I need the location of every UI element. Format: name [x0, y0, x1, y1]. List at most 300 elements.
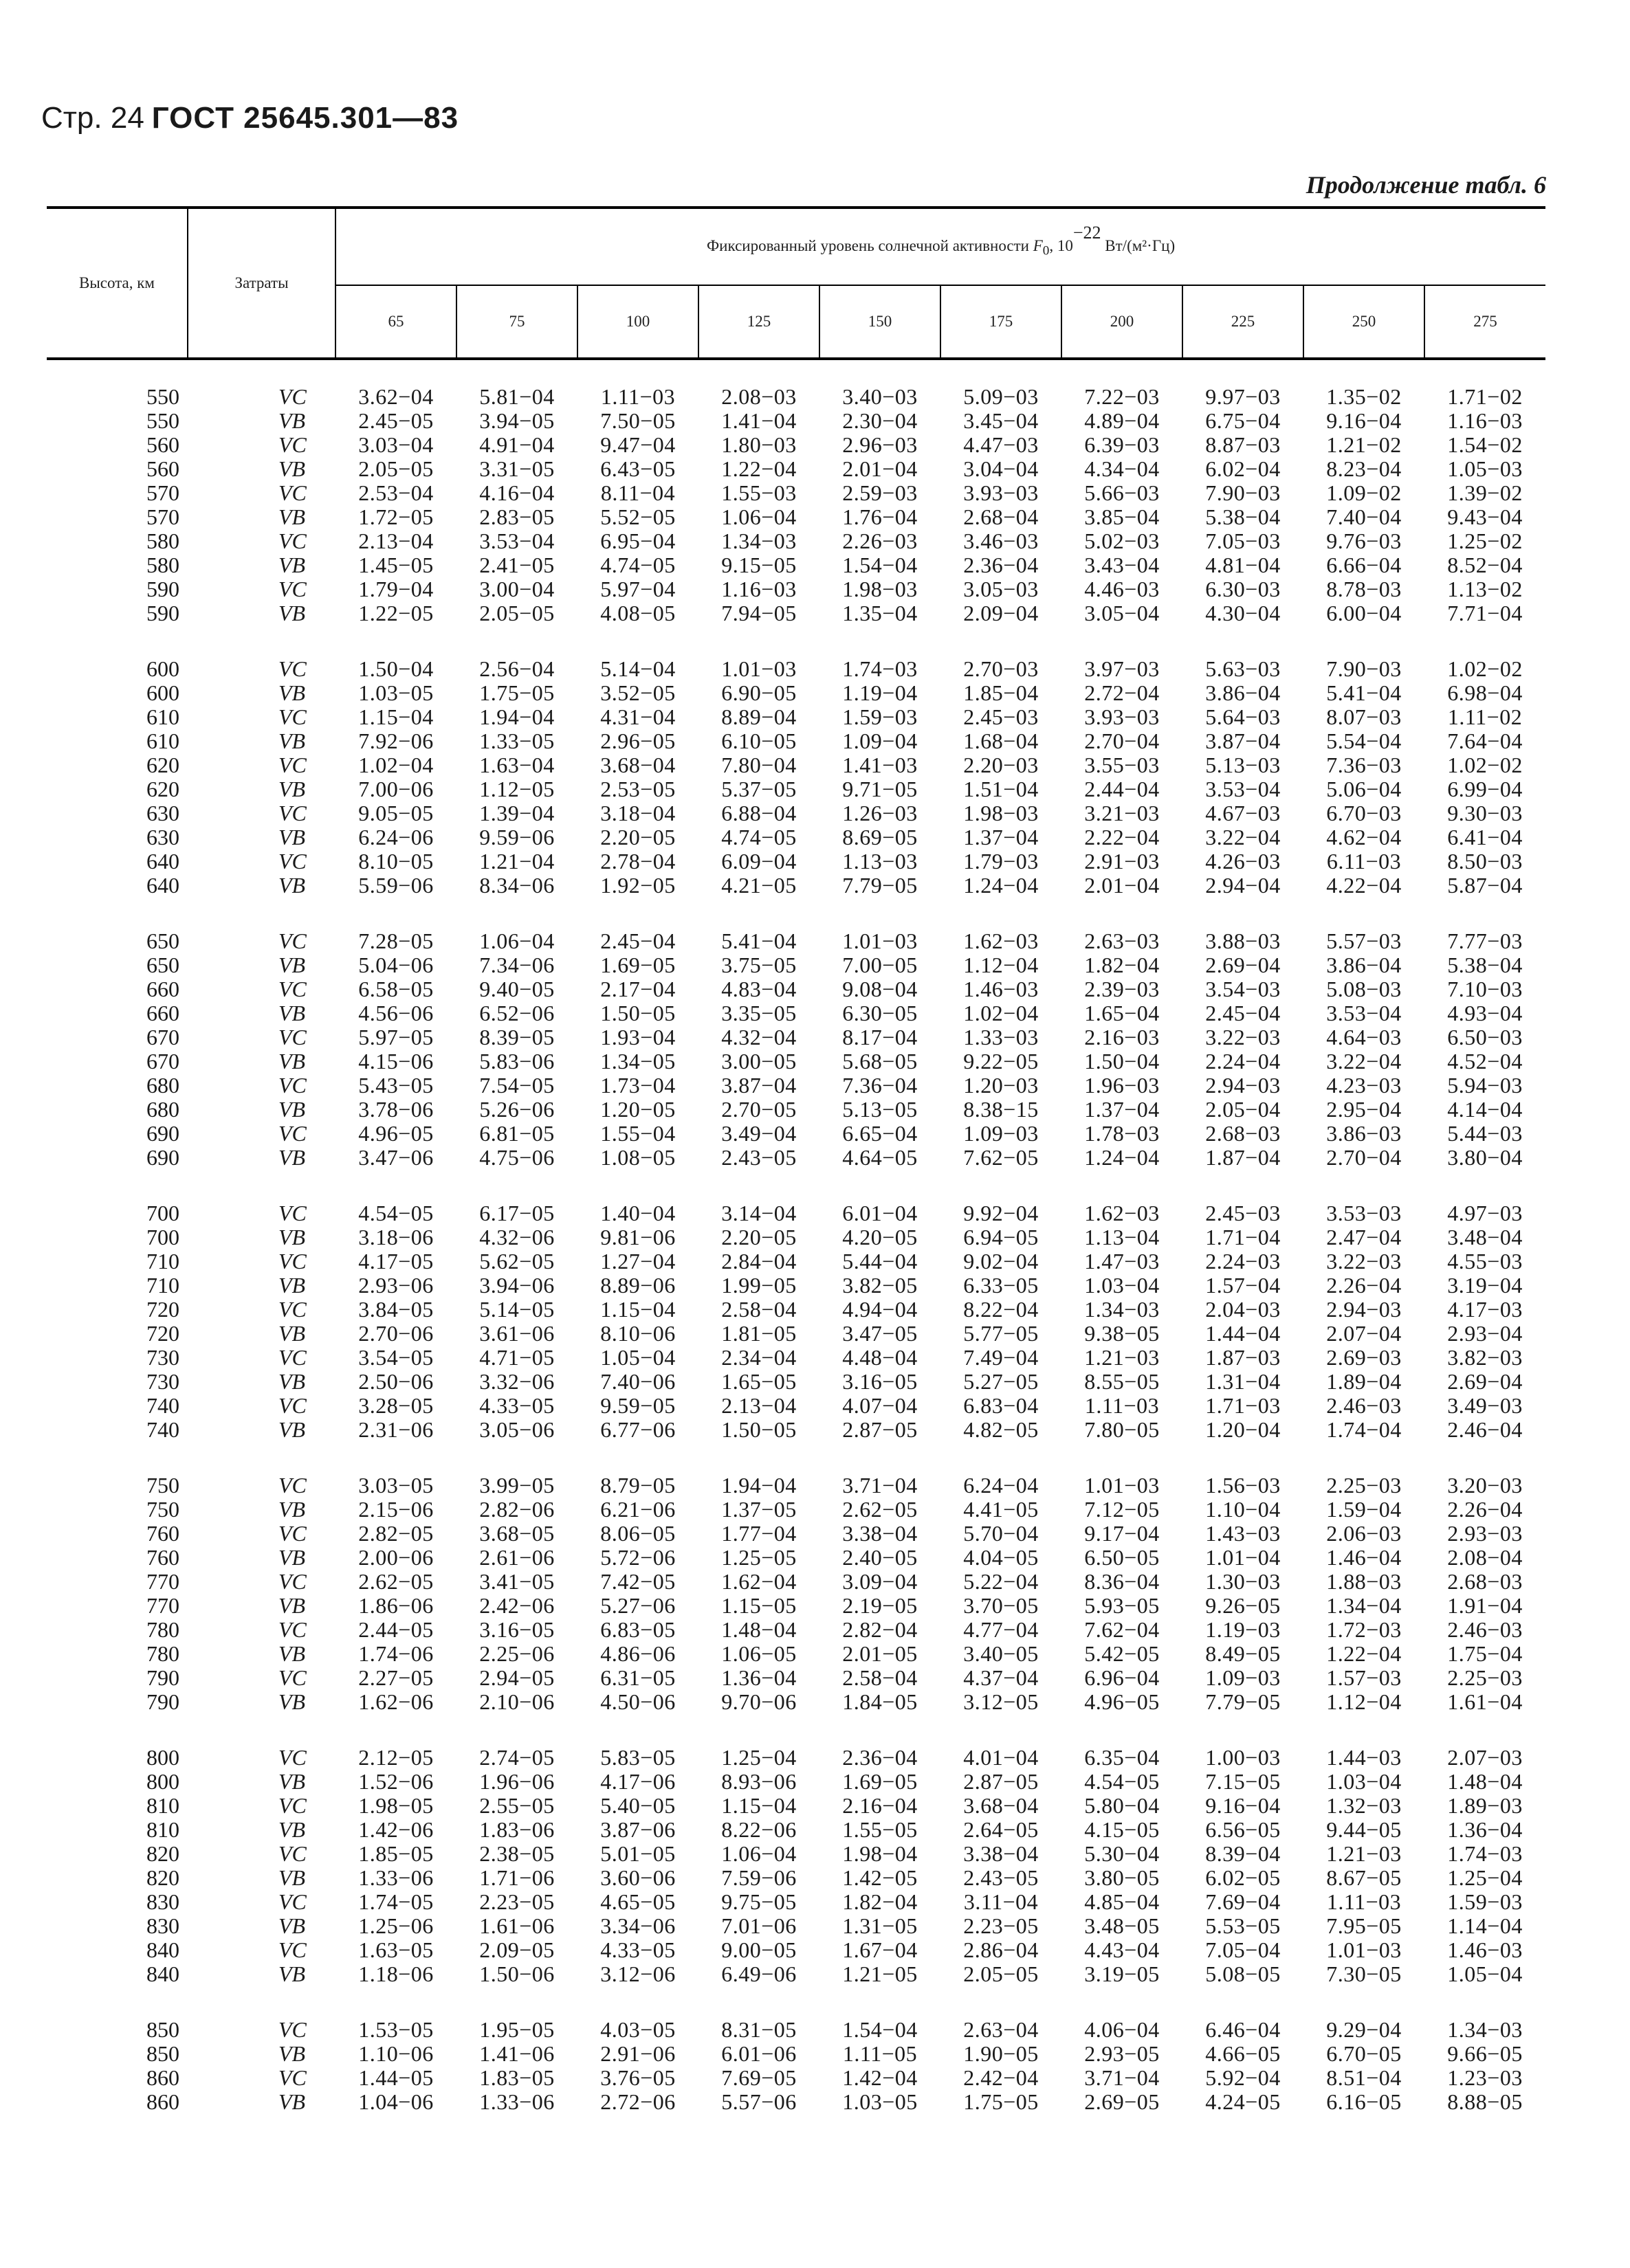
value-cell: 2.25−03 [1447, 1665, 1523, 1690]
value-cell: 4.75−06 [479, 1145, 555, 1170]
value-cell: 2.53−05 [600, 777, 676, 801]
value-cell: 3.61−06 [479, 1321, 555, 1346]
value-cell: 1.11−02 [1447, 704, 1523, 729]
value-cell: 3.16−05 [479, 1617, 555, 1642]
value-cell: 6.21−06 [600, 1497, 676, 1522]
cost-cell: VC [278, 2017, 307, 2042]
value-cell: 4.97−03 [1447, 1201, 1523, 1225]
value-cell: 1.15−04 [721, 1793, 797, 1818]
value-cell: 1.37−04 [1084, 1097, 1160, 1122]
value-cell: 5.54−04 [1326, 729, 1402, 753]
table-row [47, 359, 1545, 409]
value-cell: 9.92−04 [963, 1201, 1039, 1225]
value-cell: 7.71−04 [1447, 601, 1523, 625]
value-cell: 1.25−04 [1447, 1865, 1523, 1890]
value-cell: 2.09−05 [479, 1937, 555, 1962]
table-row [47, 1986, 1545, 2042]
value-cell: 3.93−03 [1084, 704, 1160, 729]
value-cell: 2.39−03 [1084, 977, 1160, 1001]
value-cell: 2.16−03 [1084, 1025, 1160, 1049]
table-row [47, 1690, 1545, 1714]
value-cell: 5.40−05 [600, 1793, 676, 1818]
value-cell: 1.12−04 [1326, 1689, 1402, 1714]
value-cell: 7.15−05 [1205, 1769, 1281, 1794]
cost-cell: VB [278, 1545, 306, 1570]
value-cell: 2.26−03 [842, 529, 918, 553]
value-cell: 1.81−05 [721, 1321, 797, 1346]
cost-cell: VB [278, 1769, 306, 1794]
table-row [47, 2042, 1545, 2066]
value-cell: 1.61−06 [479, 1913, 555, 1938]
value-cell: 4.17−05 [358, 1249, 434, 1274]
value-cell: 1.36−04 [721, 1665, 797, 1690]
value-cell: 7.10−03 [1447, 977, 1523, 1001]
value-cell: 3.22−03 [1326, 1249, 1402, 1274]
value-cell: 1.72−05 [358, 504, 434, 529]
value-cell: 1.73−04 [600, 1073, 676, 1098]
value-cell: 2.38−05 [479, 1841, 555, 1866]
value-cell: 3.04−04 [963, 456, 1039, 481]
value-cell: 6.56−05 [1205, 1817, 1281, 1842]
value-cell: 5.27−05 [963, 1369, 1039, 1394]
cost-cell: VB [278, 1913, 306, 1938]
value-cell: 2.43−05 [721, 1145, 797, 1170]
value-cell: 3.14−04 [721, 1201, 797, 1225]
value-cell: 1.06−04 [721, 504, 797, 529]
table-row [47, 625, 1545, 681]
value-cell: 6.49−06 [721, 1961, 797, 1986]
table-row [47, 1274, 1545, 1298]
value-cell: 6.02−04 [1205, 456, 1281, 481]
value-cell: 4.32−06 [479, 1225, 555, 1249]
value-cell: 5.57−06 [721, 2089, 797, 2114]
altitude-cell: 750 [146, 1473, 179, 1498]
value-cell: 2.13−04 [721, 1393, 797, 1418]
value-cell: 1.19−03 [1205, 1617, 1281, 1642]
value-cell: 8.89−06 [600, 1273, 676, 1298]
value-cell: 1.34−03 [721, 529, 797, 553]
value-cell: 8.22−04 [963, 1297, 1039, 1322]
table-row [47, 977, 1545, 1001]
value-cell: 2.82−05 [358, 1521, 434, 1546]
altitude-cell: 850 [146, 2041, 179, 2066]
page-header [41, 103, 459, 133]
value-cell: 1.40−04 [600, 1201, 676, 1225]
altitude-cell: 860 [146, 2065, 179, 2090]
value-cell: 3.32−06 [479, 1369, 555, 1394]
cost-cell: VC [278, 704, 307, 729]
value-cell: 2.08−04 [1447, 1545, 1523, 1570]
table-row [47, 433, 1545, 457]
value-cell: 9.00−05 [721, 1937, 797, 1962]
cost-cell: VB [278, 1049, 306, 1074]
value-cell: 6.33−05 [963, 1273, 1039, 1298]
value-cell: 1.45−05 [358, 553, 434, 577]
value-cell: 2.58−04 [842, 1665, 918, 1690]
value-cell: 7.79−05 [1205, 1689, 1281, 1714]
value-cell: 4.93−04 [1447, 1001, 1523, 1025]
value-cell: 1.19−04 [842, 680, 918, 705]
value-cell: 8.55−05 [1084, 1369, 1160, 1394]
value-cell: 2.07−03 [1447, 1745, 1523, 1770]
value-cell: 1.82−04 [842, 1889, 918, 1914]
value-cell: 1.03−05 [842, 2089, 918, 2114]
altitude-cell: 630 [146, 801, 179, 825]
value-cell: 2.61−06 [479, 1545, 555, 1570]
value-cell: 6.52−06 [479, 1001, 555, 1025]
table-row [47, 681, 1545, 705]
value-cell: 1.89−03 [1447, 1793, 1523, 1818]
value-cell: 3.48−05 [1084, 1913, 1160, 1938]
value-cell: 7.50−05 [600, 408, 676, 433]
value-cell: 4.94−04 [842, 1297, 918, 1322]
altitude-cell: 580 [146, 529, 179, 553]
table-row [47, 1122, 1545, 1146]
altitude-cell: 840 [146, 1961, 179, 1986]
table-row [47, 1418, 1545, 1442]
value-cell: 5.93−05 [1084, 1593, 1160, 1618]
value-cell: 2.25−06 [479, 1641, 555, 1666]
value-cell: 5.41−04 [721, 929, 797, 953]
cost-cell: VC [278, 977, 307, 1001]
value-cell: 4.23−03 [1326, 1073, 1402, 1098]
value-cell: 5.42−05 [1084, 1641, 1160, 1666]
value-cell: 2.74−05 [479, 1745, 555, 1770]
value-cell: 4.48−04 [842, 1345, 918, 1370]
altitude-cell: 710 [146, 1273, 179, 1298]
cost-cell: VC [278, 1745, 307, 1770]
altitude-cell: 640 [146, 849, 179, 874]
value-cell: 1.12−04 [963, 953, 1039, 977]
value-cell: 6.09−04 [721, 849, 797, 874]
value-cell: 1.50−05 [600, 1001, 676, 1025]
value-cell: 8.69−05 [842, 825, 918, 849]
altitude-cell: 820 [146, 1841, 179, 1866]
value-cell: 1.83−06 [479, 1817, 555, 1842]
table-row [47, 481, 1545, 505]
value-cell: 1.75−04 [1447, 1641, 1523, 1666]
table-row [47, 1570, 1545, 1594]
value-cell: 8.38−15 [963, 1097, 1039, 1122]
value-cell: 5.01−05 [600, 1841, 676, 1866]
value-cell: 4.14−04 [1447, 1097, 1523, 1122]
value-cell: 4.74−05 [600, 553, 676, 577]
value-cell: 1.15−04 [358, 704, 434, 729]
value-cell: 5.08−05 [1205, 1961, 1281, 1986]
altitude-cell: 610 [146, 704, 179, 729]
altitude-cell: 590 [146, 577, 179, 601]
value-cell: 1.41−06 [479, 2041, 555, 2066]
value-cell: 8.22−06 [721, 1817, 797, 1842]
value-cell: 4.17−06 [600, 1769, 676, 1794]
value-cell: 1.98−05 [358, 1793, 434, 1818]
value-cell: 1.71−02 [1447, 384, 1523, 409]
value-cell: 2.43−05 [963, 1865, 1039, 1890]
cost-cell: VC [278, 1121, 307, 1146]
value-cell: 1.21−02 [1326, 432, 1402, 457]
value-cell: 1.13−02 [1447, 577, 1523, 601]
value-cell: 3.40−05 [963, 1641, 1039, 1666]
value-cell: 2.05−04 [1205, 1097, 1281, 1122]
value-cell: 4.89−04 [1084, 408, 1160, 433]
value-cell: 4.22−04 [1326, 873, 1402, 898]
value-cell: 2.12−05 [358, 1745, 434, 1770]
table-row [47, 777, 1545, 801]
value-cell: 2.91−06 [600, 2041, 676, 2066]
cost-cell: VC [278, 432, 307, 457]
value-cell: 2.42−04 [963, 2065, 1039, 2090]
value-cell: 1.22−05 [358, 601, 434, 625]
flux-level-header: 100 [577, 285, 698, 359]
value-cell: 3.21−03 [1084, 801, 1160, 825]
value-cell: 3.12−06 [600, 1961, 676, 1986]
solar-activity-text: Фиксированный уровень солнечной активности [706, 236, 1033, 254]
value-cell: 2.23−05 [479, 1889, 555, 1914]
value-cell: 2.05−05 [358, 456, 434, 481]
table-row [47, 1594, 1545, 1618]
table-row [47, 825, 1545, 849]
value-cell: 2.04−03 [1205, 1297, 1281, 1322]
value-cell: 5.14−05 [479, 1297, 555, 1322]
cost-cell: VC [278, 1937, 307, 1962]
value-cell: 6.16−05 [1326, 2089, 1402, 2114]
value-cell: 4.96−05 [1084, 1689, 1160, 1714]
value-cell: 1.25−05 [721, 1545, 797, 1570]
value-cell: 2.91−03 [1084, 849, 1160, 874]
value-cell: 4.71−05 [479, 1345, 555, 1370]
value-cell: 2.63−04 [963, 2017, 1039, 2042]
value-cell: 1.57−04 [1205, 1273, 1281, 1298]
value-cell: 4.08−05 [600, 601, 676, 625]
value-cell: 5.06−04 [1326, 777, 1402, 801]
value-cell: 4.21−05 [721, 873, 797, 898]
value-cell: 1.79−03 [963, 849, 1039, 874]
value-cell: 1.15−04 [600, 1297, 676, 1322]
value-cell: 2.45−04 [1205, 1001, 1281, 1025]
value-cell: 3.78−06 [358, 1097, 434, 1122]
value-cell: 2.63−03 [1084, 929, 1160, 953]
table-row [47, 1025, 1545, 1049]
altitude-cell: 600 [146, 680, 179, 705]
value-cell: 8.78−03 [1326, 577, 1402, 601]
value-cell: 2.69−04 [1205, 953, 1281, 977]
value-cell: 3.52−05 [600, 680, 676, 705]
value-cell: 5.59−06 [358, 873, 434, 898]
value-cell: 2.70−04 [1084, 729, 1160, 753]
value-cell: 1.31−04 [1205, 1369, 1281, 1394]
table-row [47, 1498, 1545, 1522]
value-cell: 2.25−03 [1326, 1473, 1402, 1498]
value-cell: 7.22−03 [1084, 384, 1160, 409]
value-cell: 1.62−03 [1084, 1201, 1160, 1225]
value-cell: 2.78−04 [600, 849, 676, 874]
value-cell: 1.01−04 [1205, 1545, 1281, 1570]
value-cell: 8.88−05 [1447, 2089, 1523, 2114]
value-cell: 1.22−04 [1326, 1641, 1402, 1666]
value-cell: 2.93−05 [1084, 2041, 1160, 2066]
value-cell: 1.75−05 [479, 680, 555, 705]
value-cell: 5.81−04 [479, 384, 555, 409]
table-row [47, 1098, 1545, 1122]
value-cell: 4.85−04 [1084, 1889, 1160, 1914]
value-cell: 1.74−03 [842, 656, 918, 681]
cost-cell: VB [278, 1369, 306, 1394]
value-cell: 3.47−06 [358, 1145, 434, 1170]
altitude-cell: 550 [146, 384, 179, 409]
value-cell: 5.53−05 [1205, 1913, 1281, 1938]
value-cell: 6.43−05 [600, 456, 676, 481]
value-cell: 3.18−04 [600, 801, 676, 825]
value-cell: 1.92−05 [600, 873, 676, 898]
value-cell: 8.50−03 [1447, 849, 1523, 874]
value-cell: 7.80−04 [721, 753, 797, 777]
cost-cell: VC [278, 1201, 307, 1225]
value-cell: 1.11−05 [842, 2041, 918, 2066]
value-cell: 3.09−04 [842, 1569, 918, 1594]
value-cell: 8.23−04 [1326, 456, 1402, 481]
value-cell: 1.20−05 [600, 1097, 676, 1122]
cost-cell: VC [278, 1473, 307, 1498]
value-cell: 7.62−05 [963, 1145, 1039, 1170]
value-cell: 8.79−05 [600, 1473, 676, 1498]
value-cell: 7.01−06 [721, 1913, 797, 1938]
altitude-cell: 760 [146, 1545, 179, 1570]
value-cell: 1.88−03 [1326, 1569, 1402, 1594]
table-row [47, 849, 1545, 874]
value-cell: 1.55−03 [721, 480, 797, 505]
value-cell: 1.21−03 [1326, 1841, 1402, 1866]
value-cell: 8.67−05 [1326, 1865, 1402, 1890]
value-cell: 4.66−05 [1205, 2041, 1281, 2066]
value-cell: 3.68−04 [600, 753, 676, 777]
altitude-cell: 720 [146, 1297, 179, 1322]
value-cell: 1.68−04 [963, 729, 1039, 753]
value-cell: 2.69−03 [1326, 1345, 1402, 1370]
value-cell: 1.67−04 [842, 1937, 918, 1962]
value-cell: 4.62−04 [1326, 825, 1402, 849]
value-cell: 1.80−03 [721, 432, 797, 457]
value-cell: 4.64−05 [842, 1145, 918, 1170]
value-cell: 5.97−04 [600, 577, 676, 601]
altitude-cell: 680 [146, 1073, 179, 1098]
value-cell: 9.16−04 [1326, 408, 1402, 433]
value-cell: 1.34−03 [1447, 2017, 1523, 2042]
value-cell: 6.31−05 [600, 1665, 676, 1690]
value-cell: 2.01−04 [1084, 873, 1160, 898]
value-cell: 1.05−04 [1447, 1961, 1523, 1986]
table-row [47, 1322, 1545, 1346]
altitude-cell: 620 [146, 777, 179, 801]
altitude-cell: 730 [146, 1345, 179, 1370]
value-cell: 1.46−04 [1326, 1545, 1402, 1570]
altitude-cell: 740 [146, 1417, 179, 1442]
value-cell: 3.03−05 [358, 1473, 434, 1498]
altitude-cell: 790 [146, 1689, 179, 1714]
value-cell: 2.10−06 [479, 1689, 555, 1714]
page-number-label: Стр. 24 [41, 101, 144, 135]
value-cell: 1.48−04 [721, 1617, 797, 1642]
value-cell: 3.99−05 [479, 1473, 555, 1498]
cost-cell: VB [278, 1097, 306, 1122]
value-cell: 2.40−05 [842, 1545, 918, 1570]
value-cell: 1.79−04 [358, 577, 434, 601]
value-cell: 1.36−04 [1447, 1817, 1523, 1842]
value-cell: 2.27−05 [358, 1665, 434, 1690]
value-cell: 1.96−03 [1084, 1073, 1160, 1098]
value-cell: 1.33−05 [479, 729, 555, 753]
table-row [47, 1666, 1545, 1690]
cost-cell: VC [278, 1073, 307, 1098]
value-cell: 8.93−06 [721, 1769, 797, 1794]
value-cell: 6.58−05 [358, 977, 434, 1001]
table-row [47, 1522, 1545, 1546]
value-cell: 1.99−05 [721, 1273, 797, 1298]
table-row [47, 505, 1545, 529]
value-cell: 2.87−05 [963, 1769, 1039, 1794]
value-cell: 6.65−04 [842, 1121, 918, 1146]
value-cell: 2.82−06 [479, 1497, 555, 1522]
value-cell: 2.94−03 [1205, 1073, 1281, 1098]
value-cell: 3.54−05 [358, 1345, 434, 1370]
value-cell: 2.16−04 [842, 1793, 918, 1818]
value-cell: 8.34−06 [479, 873, 555, 898]
value-cell: 3.86−03 [1326, 1121, 1402, 1146]
cost-cell: VC [278, 1297, 307, 1322]
value-cell: 7.92−06 [358, 729, 434, 753]
value-cell: 1.50−05 [721, 1417, 797, 1442]
value-cell: 1.15−05 [721, 1593, 797, 1618]
value-cell: 1.30−03 [1205, 1569, 1281, 1594]
cost-cell: VB [278, 601, 306, 625]
altitude-cell: 650 [146, 953, 179, 977]
cost-cell: VB [278, 1225, 306, 1249]
value-cell: 2.93−06 [358, 1273, 434, 1298]
altitude-cell: 780 [146, 1617, 179, 1642]
altitude-cell: 550 [146, 408, 179, 433]
cost-cell: VC [278, 1841, 307, 1866]
cost-cell: VC [278, 1025, 307, 1049]
value-cell: 1.77−04 [721, 1521, 797, 1546]
value-cell: 2.94−05 [479, 1665, 555, 1690]
altitude-cell: 700 [146, 1201, 179, 1225]
value-cell: 3.22−04 [1326, 1049, 1402, 1074]
cost-cell: VC [278, 656, 307, 681]
value-cell: 1.61−04 [1447, 1689, 1523, 1714]
altitude-cell: 850 [146, 2017, 179, 2042]
value-cell: 4.41−05 [963, 1497, 1039, 1522]
value-cell: 2.94−04 [1205, 873, 1281, 898]
value-cell: 1.52−06 [358, 1769, 434, 1794]
value-cell: 9.43−04 [1447, 504, 1523, 529]
value-cell: 1.43−03 [1205, 1521, 1281, 1546]
value-cell: 2.45−03 [963, 704, 1039, 729]
value-cell: 4.50−06 [600, 1689, 676, 1714]
value-cell: 3.62−04 [358, 384, 434, 409]
value-cell: 1.48−04 [1447, 1769, 1523, 1794]
value-cell: 4.86−06 [600, 1641, 676, 1666]
value-cell: 2.72−06 [600, 2089, 676, 2114]
value-cell: 7.69−04 [1205, 1889, 1281, 1914]
value-cell: 1.87−03 [1205, 1345, 1281, 1370]
value-cell: 1.78−03 [1084, 1121, 1160, 1146]
value-cell: 1.01−03 [1084, 1473, 1160, 1498]
flux-level-header: 275 [1424, 285, 1545, 359]
value-cell: 1.85−04 [963, 680, 1039, 705]
value-cell: 1.71−06 [479, 1865, 555, 1890]
value-cell: 8.89−04 [721, 704, 797, 729]
table-row [47, 601, 1545, 625]
value-cell: 2.45−05 [358, 408, 434, 433]
